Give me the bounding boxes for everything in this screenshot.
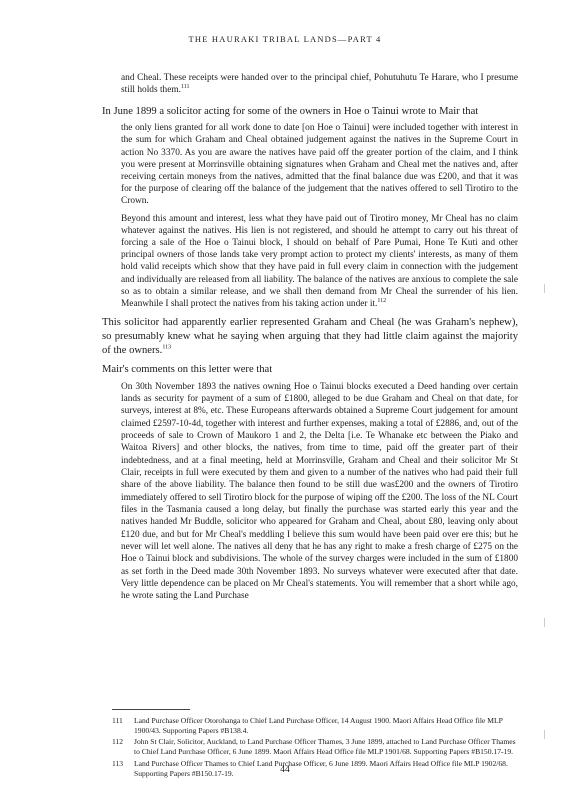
- footnote-divider: [112, 709, 190, 710]
- footnote-111: [112, 716, 518, 735]
- footnote-112: [112, 737, 518, 756]
- footnote-ref-112: 112: [377, 297, 387, 304]
- paragraph-quote-liens: the only liens granted for all work done to date [on Hoe o Tainui] were included together with interest in the sum for which Graham and Cheal obtained judgement against the natives in the Supreme Court in action No 3370. As you are aware the natives have paid off the greater portion of the claim, and I think you were present at Morrinsville obtaining signatures when Graham and Cheal met the natives and, after receiving certain moneys from the natives, admitted that the final balance due was £200, and that it was for the purpose of clearing off the balance of the judgement that the natives offered to sell Tirotiro to the Crown.: [121, 123, 518, 206]
- page-number: 44: [280, 765, 290, 775]
- paragraph-solicitor-intro: In June 1899 a solicitor acting for some of the owners in Hoe o Tainui wrote to Mair that: [102, 106, 479, 118]
- margin-mark: [544, 730, 545, 739]
- footnote-text: Land Purchase Officer Otorohanga to Chief Land Purchase Officer, 14 August 1900. Maori Affairs Head Office file MLP 1900/43. Supporting Papers #B138.4.: [134, 716, 503, 735]
- running-header: THE HAURAKI TRIBAL LANDS—PART 4: [188, 34, 382, 44]
- page-body: [102, 72, 518, 609]
- footnote-ref-111: 111: [180, 83, 190, 90]
- footnote-number: 111: [112, 716, 123, 725]
- paragraph-mair-comments: Mair's comments on this letter were that: [102, 364, 273, 376]
- footnote-ref-113: 113: [162, 344, 172, 351]
- footnote-number: 112: [112, 737, 124, 747]
- paragraph-quote-beyond-amount: Beyond this amount and interest, less what they have paid out of Tirotiro money, Mr Cheal has no claim whatever against the natives. His lien is not registered, and should he attempt to carry out his threat of forcing a sale of the Hoe o Tainui block, I should on behalf of Pare Pumai, Hone Te Kuti and other principal owners of those lands take very prompt action to protect my clients' interests, as many of them hold valid receipts which show that they have paid in full every claim in connection with the judgement and individually are released from all liability. The balance of the natives are anxious to complete the sale so as to obtain a similar release, and we shall then demand from Mr Cheal the surrender of his lien. Meanwhile I shall protect the natives from his taking action under it.$^{112}$: [121, 214, 518, 309]
- footnote-text: John St Clair, Solicitor, Auckland, to Land Purchase Officer Thames, 3 June 1899, attached to Land Purchase Officer Thames to Chief Land Purchase Officer, 6 June 1899. Maori Affairs Head Office file MLP 1901/68. Supporting Papers #B150.17-19.: [134, 737, 516, 757]
- paragraph-quote-deed: On 30th November 1893 the natives owning Hoe o Tainui blocks executed a Deed handing over certain lands as security for payment of a sum of £1800, alleged to be due Graham and Cheal on that date, for surveys, interest at 8%, etc. These Europeans afterwards obtained a Supreme Court judgement for amount claimed £2597-10-4d, together with interest and further expenses, making a total of £2886, and, out of the proceeds of sale to Crown of Maukoro 1 and 2, the Delta [i.e. Te Whanake etc between the Piako and Waitoa Rivers] and other blocks, the natives, from time to time, paid off the greater part of their indebtedness, and at a final meeting, held at Morrinsville, Graham and Cheal and their solicitor Mr St Clair, receipts in full were executed by them and given to a number of the natives who had paid their full share of the above liability. The balance then found to be still due was£200 and the owners of Tirotiro immediately offered to sell Tirotiro block for the purpose of wiping off the £200. The loss of the NL Court files in the Tasmania caused a long delay, but finally the purchase was started early this year and the natives handed Mr Buddle, solicitor who appeared for Graham and Cheal, about £80, leaving only about £120 due, and but for Mr Cheal's meddling I believe this sum would have been paid over ere this; but he never will let well alone. The natives all deny that he has any right to make a fresh charge of £275 on the Hoe o Tainui block and subdivisions. The whole of the survey charges were included in the sum of £1800 as set forth in the Deed made 30th November 1893. No surveys whatever were executed after that date. Very little dependence can be placed on Mr Cheal's statements. You will remember that a short while ago, he wrote sating the Land Purchase: [121, 381, 518, 602]
- footnote-number: 113: [112, 758, 124, 768]
- margin-mark: [544, 618, 545, 627]
- paragraph-quote-continuation: and Cheal. These receipts were handed over to the principal chief, Pohutuhutu Te Harare, who I presume still holds them.$^{111}$: [121, 73, 518, 96]
- margin-mark: [544, 284, 545, 293]
- footnote-text: Land Purchase Officer Thames to Chief Land Purchase Officer, 6 June 1899. Maori Affairs Head Office file MLP 1902/68. Supporting Papers #B150.17-19.: [134, 758, 508, 778]
- paragraph-solicitor-represented: This solicitor had apparently earlier represented Graham and Cheal (he was Graham's nephew), so presumably knew what he saying when arguing that they had little claim against the majority of the owners.$^{113}$: [102, 316, 518, 357]
